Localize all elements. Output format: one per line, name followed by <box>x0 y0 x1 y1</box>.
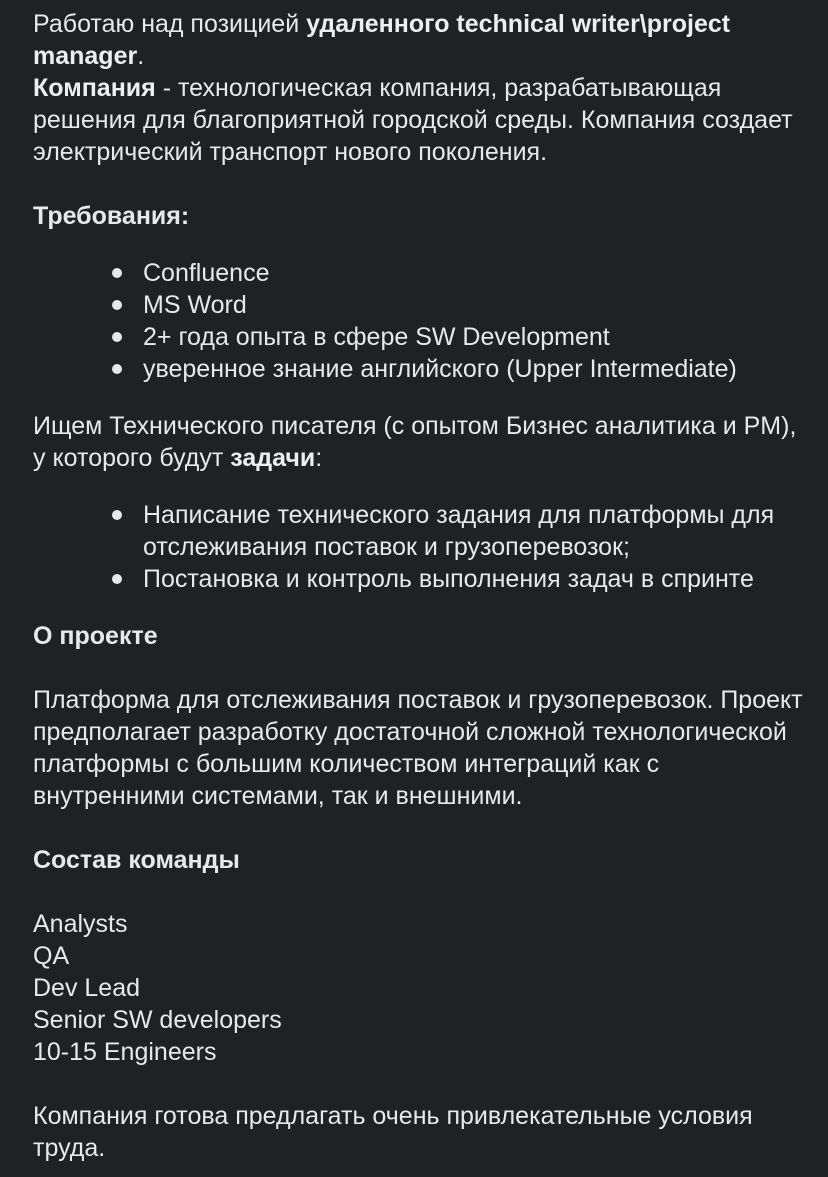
message-body <box>33 8 803 1164</box>
tasks-word: задачи <box>230 444 316 472</box>
position-title: удаленного technical writer\project manager <box>33 10 731 70</box>
list-item: Confluence <box>143 257 803 289</box>
list-item: Постановка и контроль выполнения задач в спринте <box>143 563 803 595</box>
intro-suffix: . <box>137 42 145 70</box>
project-description: Платформа для отслеживания поставок и грузоперевозок. Проект предполагает разработку достаточной сложной технологической платформы с большим количеством интеграций как с внутренними системами, так и внешними. <box>33 686 803 810</box>
search-suffix: : <box>315 444 323 472</box>
intro-paragraph <box>33 8 803 72</box>
project-heading: О проекте <box>33 622 158 650</box>
team-member: 10-15 Engineers <box>33 1038 217 1066</box>
company-description: - технологическая компания, разрабатывающая решения для благоприятной городской среды. Компания создает электрический транспорт нового поколения. <box>33 74 793 166</box>
requirements-heading: Требования: <box>33 202 190 230</box>
list-item: 2+ года опыта в сфере SW Development <box>143 321 803 353</box>
company-paragraph <box>33 72 803 168</box>
closing-paragraph: Компания готова предлагать очень привлекательные условия труда. <box>33 1102 753 1162</box>
list-item: уверенное знание английского (Upper Intermediate) <box>143 353 803 385</box>
team-list <box>33 908 803 1068</box>
search-prefix: Ищем Технического писателя (с опытом Бизнес аналитика и PM), у которого будут <box>33 412 797 472</box>
team-heading: Состав команды <box>33 846 240 874</box>
search-paragraph <box>33 410 803 474</box>
team-member: Analysts <box>33 910 128 938</box>
tasks-list <box>33 499 803 595</box>
team-member: QA <box>33 942 70 970</box>
intro-prefix: Работаю над позицией <box>33 10 307 38</box>
requirements-list <box>33 257 803 385</box>
list-item: Написание технического задания для платформы для отслеживания поставок и грузоперевозок; <box>143 499 803 563</box>
company-label: Компания <box>33 74 156 102</box>
team-member: Dev Lead <box>33 974 141 1002</box>
team-member: Senior SW developers <box>33 1006 282 1034</box>
list-item: MS Word <box>143 289 803 321</box>
